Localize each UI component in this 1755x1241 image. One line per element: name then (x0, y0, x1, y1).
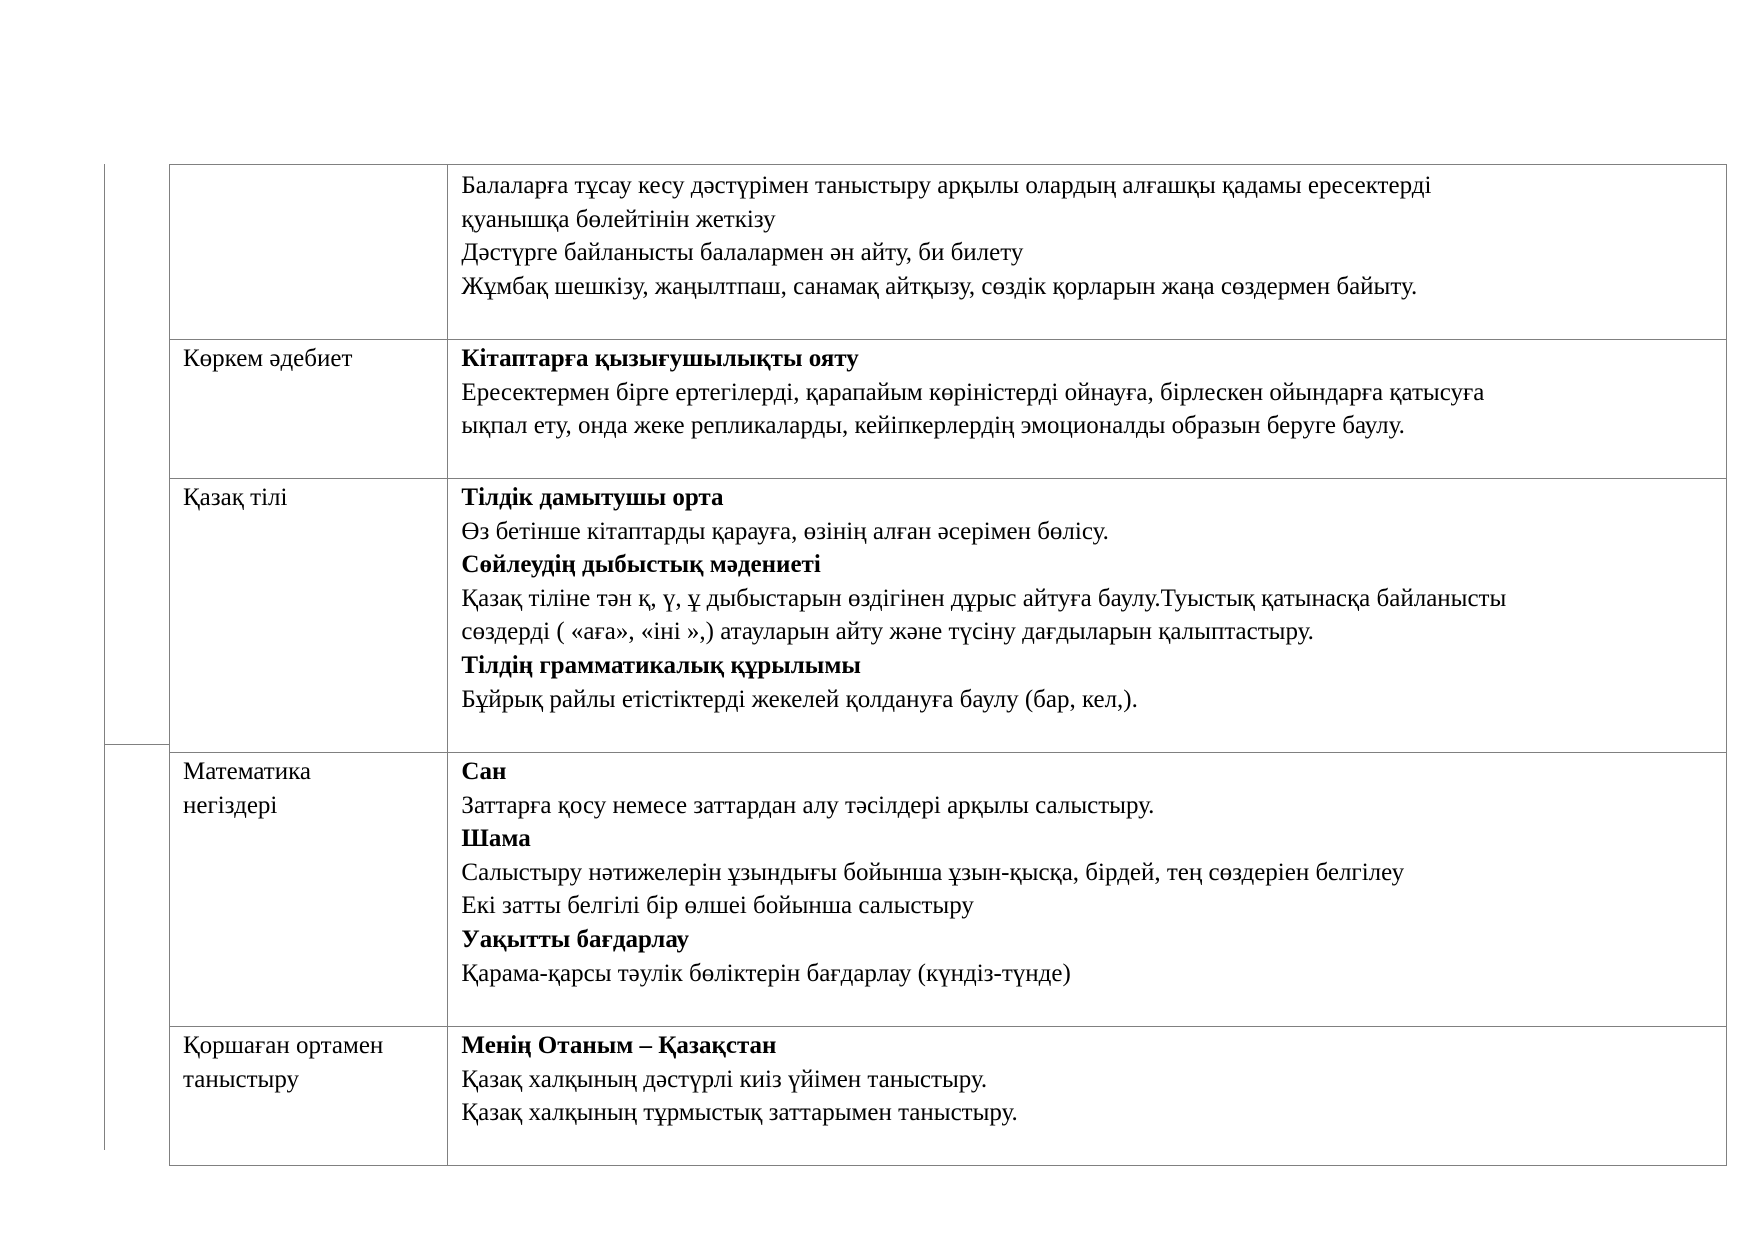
subject-label-line: негіздері (183, 791, 278, 819)
subject-label-line: Қоршаған ортамен (183, 1032, 384, 1059)
left-row-separator (104, 744, 170, 745)
content-cell (448, 165, 1727, 340)
content-cell (448, 1027, 1727, 1166)
subject-label-line: таныстыру (183, 1065, 299, 1093)
section-heading: Сан (461, 758, 507, 785)
content-line: сөздерді ( «аға», «іні »,) атауларын айту және түсіну дағдыларын қалыптастыру. (461, 618, 1314, 646)
table-row (170, 340, 1727, 479)
content-cell (448, 753, 1727, 1027)
section-heading: Тілдің грамматикалық құрылымы (461, 651, 861, 679)
content-line: Салыстыру нәтижелерін ұзындығы бойынша ұзын-қысқа, бірдей, тең сөздеріен белгілеу (461, 858, 1405, 886)
subject-label-line: Математика (183, 758, 311, 785)
subject-cell (170, 165, 448, 340)
content-cell (448, 479, 1727, 753)
content-line: Балаларға тұсау кесу дәстүрімен таныстыру арқылы олардың алғашқы қадамы ересектерді (461, 172, 1432, 199)
section-heading: Менің Отаным – Қазақстан (461, 1032, 777, 1059)
section-heading: Тілдік дамытушы орта (461, 484, 724, 511)
table-row (170, 753, 1727, 1027)
content-line: Дәстүрге байланысты балалармен ән айту, би билету (461, 239, 1024, 267)
content-line: Қазақ халқының тұрмыстық заттарымен таныстыру. (461, 1099, 1018, 1127)
table-row (170, 165, 1727, 340)
subject-label: Көркем әдебиет (183, 345, 353, 372)
content-cell (448, 340, 1727, 479)
content-line: Екі затты белгілі бір өлшеі бойынша салыстыру (461, 892, 974, 920)
subject-cell (170, 340, 448, 479)
section-heading: Сөйлеудің дыбыстық мәдениеті (461, 551, 821, 579)
subject-cell (170, 753, 448, 1027)
content-line: қуанышқа бөлейтінін жеткізу (461, 205, 776, 233)
section-heading: Шама (461, 825, 531, 853)
content-line: Жұмбақ шешкізу, жаңылтпаш, санамақ айтқызу, сөздік қорларын жаңа сөздермен байыту. (461, 272, 1418, 300)
content-line: Ересектермен бірге ертегілерді, қарапайым көріністерді ойнауға, бірлескен ойындарға қатысуға (461, 378, 1485, 406)
subject-label: Қазақ тілі (183, 484, 288, 511)
content-line: Өз бетінше кітаптарды қарауға, өзінің алған әсерімен бөлісу. (461, 517, 1109, 545)
content-line: ықпал ету, онда жеке репликаларды, кейіпкерлердің эмоционалды образын беруге баулу. (461, 412, 1405, 440)
section-heading: Уақытты бағдарлау (461, 925, 690, 953)
content-line: Заттарға қосу немесе заттардан алу тәсілдері арқылы салыстыру. (461, 791, 1155, 819)
subject-cell (170, 479, 448, 753)
table-row (170, 1027, 1727, 1166)
curriculum-table (169, 164, 1727, 1166)
table-row (170, 479, 1727, 753)
left-border-line-lower (104, 745, 105, 1150)
content-line: Қазақ халқының дәстүрлі киіз үйімен таныстыру. (461, 1065, 988, 1093)
subject-cell (170, 1027, 448, 1166)
left-border-line-upper (104, 164, 105, 745)
content-line: Қарама-қарсы тәулік бөліктерін бағдарлау (күндіз-түнде) (461, 959, 1071, 987)
section-heading: Кітаптарға қызығушылықты ояту (461, 345, 859, 372)
content-line: Қазақ тіліне тән қ, ү, ұ дыбыстарын өздігінен дұрыс айтуға баулу.Туыстық қатынасқа байланысты (461, 584, 1507, 612)
content-line: Бұйрық райлы етістіктерді жекелей қолдануға баулу (бар, кел,). (461, 685, 1138, 713)
